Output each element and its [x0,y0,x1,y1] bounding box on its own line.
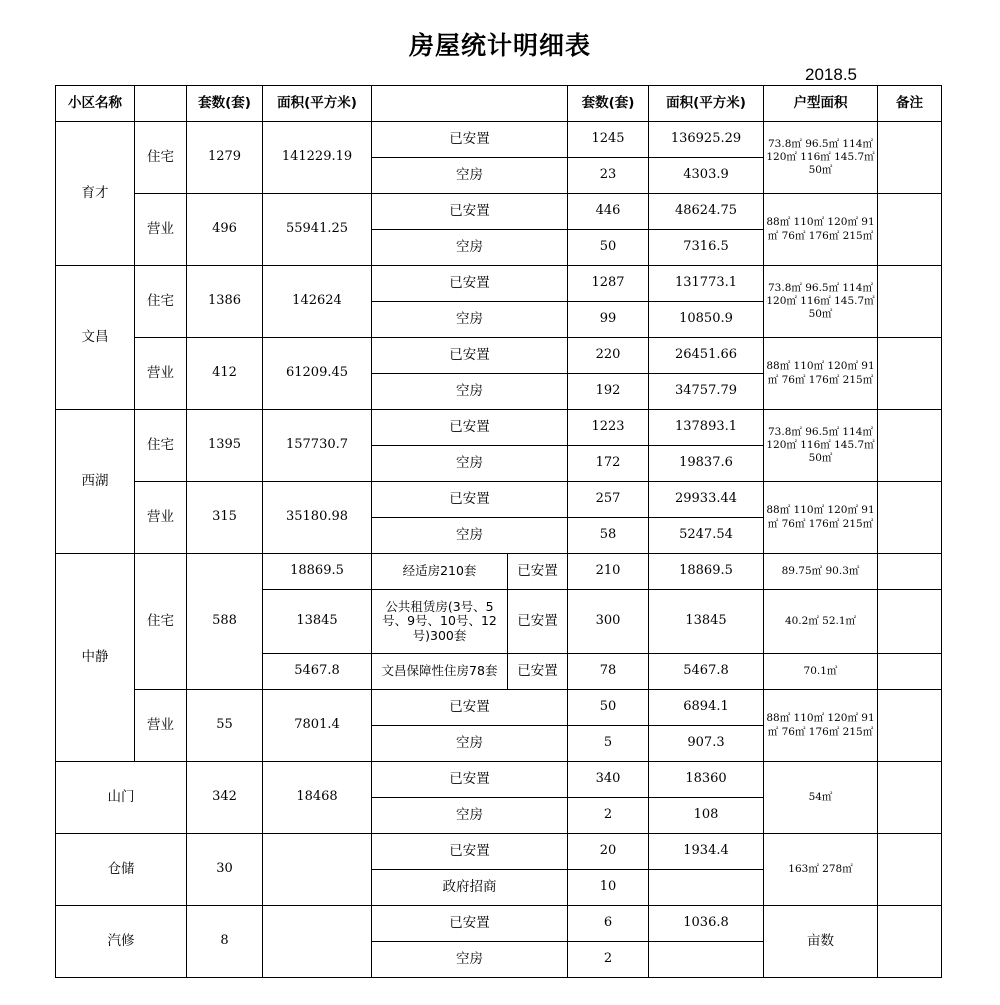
remark-cell [878,834,942,906]
total-sets: 1386 [187,266,263,338]
unit-areas: 88㎡ 110㎡ 120㎡ 91㎡ 76㎡ 176㎡ 215㎡ [764,194,878,266]
remark-cell [878,410,942,482]
total-sets: 315 [187,482,263,554]
status-area: 1036.8 [649,906,764,942]
total-area: 18468 [263,762,372,834]
table-row [56,762,942,798]
status-sets: 50 [568,230,649,266]
status-sets: 6 [568,906,649,942]
total-area: 13845 [263,590,372,654]
total-area: 18869.5 [263,554,372,590]
table-row [56,690,942,726]
header-remark: 备注 [878,86,942,122]
status-area: 5467.8 [649,654,764,690]
total-sets: 588 [187,554,263,690]
status-area [649,870,764,906]
total-sets: 496 [187,194,263,266]
status-area: 13845 [649,590,764,654]
status-area: 1934.4 [649,834,764,870]
status-label: 空房 [372,942,568,978]
unit-areas: 88㎡ 110㎡ 120㎡ 91㎡ 76㎡ 176㎡ 215㎡ [764,690,878,762]
housing-type: 经适房210套 [372,554,508,590]
status-label: 已安置 [372,690,568,726]
community-name: 文昌 [56,266,135,410]
category-label: 营业 [135,690,187,762]
community-name: 中静 [56,554,135,762]
unit-areas: 163㎡ 278㎡ [764,834,878,906]
category-label: 住宅 [135,122,187,194]
status-sets: 1245 [568,122,649,158]
unit-areas: 73.8㎡ 96.5㎡ 114㎡ 120㎡ 116㎡ 145.7㎡ 50㎡ [764,410,878,482]
header-blank-status [372,86,568,122]
status-label: 空房 [372,726,568,762]
category-label: 住宅 [135,410,187,482]
status-area: 907.3 [649,726,764,762]
remark-cell [878,690,942,762]
total-area: 157730.7 [263,410,372,482]
table-row [56,338,942,374]
status-label: 已安置 [372,834,568,870]
status-sets: 78 [568,654,649,690]
unit-areas: 88㎡ 110㎡ 120㎡ 91㎡ 76㎡ 176㎡ 215㎡ [764,482,878,554]
total-area: 55941.25 [263,194,372,266]
table-row [56,554,942,590]
status-label: 空房 [372,446,568,482]
status-label: 空房 [372,302,568,338]
total-area [263,906,372,978]
status-area [649,942,764,978]
remark-cell [878,590,942,654]
status-label: 空房 [372,230,568,266]
housing-type: 文昌保障性住房78套 [372,654,508,690]
status-label: 已安置 [508,554,568,590]
status-area: 5247.54 [649,518,764,554]
status-area: 108 [649,798,764,834]
status-sets: 58 [568,518,649,554]
header-area: 面积(平方米) [263,86,372,122]
status-area: 18360 [649,762,764,798]
status-area: 29933.44 [649,482,764,518]
total-area: 7801.4 [263,690,372,762]
table-row [56,122,942,158]
remark-cell [878,266,942,338]
header-sets-2: 套数(套) [568,86,649,122]
table-row [56,834,942,870]
community-name: 西湖 [56,410,135,554]
category-label: 营业 [135,194,187,266]
total-area [263,834,372,906]
total-sets: 8 [187,906,263,978]
header-community: 小区名称 [56,86,135,122]
status-label: 已安置 [372,194,568,230]
table-row [56,194,942,230]
status-label: 空房 [372,158,568,194]
status-label: 已安置 [372,410,568,446]
unit-areas: 88㎡ 110㎡ 120㎡ 91㎡ 76㎡ 176㎡ 215㎡ [764,338,878,410]
unit-areas: 54㎡ [764,762,878,834]
total-area: 141229.19 [263,122,372,194]
total-area: 61209.45 [263,338,372,410]
status-label: 已安置 [508,654,568,690]
remark-cell [878,482,942,554]
status-sets: 5 [568,726,649,762]
total-sets: 1395 [187,410,263,482]
category-label: 营业 [135,338,187,410]
community-name: 育才 [56,122,135,266]
total-sets: 30 [187,834,263,906]
status-area: 7316.5 [649,230,764,266]
remark-cell [878,194,942,266]
remark-cell [878,762,942,834]
status-area: 34757.79 [649,374,764,410]
status-sets: 2 [568,798,649,834]
total-area: 5467.8 [263,654,372,690]
status-label: 空房 [372,374,568,410]
community-name: 山门 [56,762,187,834]
status-sets: 10 [568,870,649,906]
status-sets: 172 [568,446,649,482]
status-sets: 2 [568,942,649,978]
status-label: 已安置 [372,122,568,158]
housing-statistics-table [55,85,942,978]
status-sets: 1223 [568,410,649,446]
status-area: 26451.66 [649,338,764,374]
unit-areas: 89.75㎡ 90.3㎡ [764,554,878,590]
total-area: 35180.98 [263,482,372,554]
header-sets: 套数(套) [187,86,263,122]
table-row [56,266,942,302]
status-sets: 99 [568,302,649,338]
remark-cell [878,338,942,410]
category-label: 住宅 [135,554,187,690]
header-area-2: 面积(平方米) [649,86,764,122]
status-label: 空房 [372,518,568,554]
unit-areas: 40.2㎡ 52.1㎡ [764,590,878,654]
status-sets: 210 [568,554,649,590]
page-title: 房屋统计明细表 [408,31,591,60]
status-area: 48624.75 [649,194,764,230]
status-area: 136925.29 [649,122,764,158]
status-area: 6894.1 [649,690,764,726]
status-sets: 50 [568,690,649,726]
report-date: 2018.5 [805,65,857,84]
status-area: 18869.5 [649,554,764,590]
remark-cell [878,122,942,194]
community-name: 汽修 [56,906,187,978]
status-sets: 1287 [568,266,649,302]
status-label: 政府招商 [372,870,568,906]
status-sets: 446 [568,194,649,230]
status-sets: 257 [568,482,649,518]
header-blank [135,86,187,122]
total-sets: 412 [187,338,263,410]
status-sets: 340 [568,762,649,798]
unit-areas: 70.1㎡ [764,654,878,690]
category-label: 住宅 [135,266,187,338]
remark-cell [878,554,942,590]
table-row [56,482,942,518]
unit-areas: 亩数 [764,906,878,978]
community-name: 仓储 [56,834,187,906]
status-sets: 20 [568,834,649,870]
total-sets: 342 [187,762,263,834]
housing-type: 公共租赁房(3号、5号、9号、10号、12号)300套 [372,590,508,654]
table-row [56,906,942,942]
status-area: 131773.1 [649,266,764,302]
status-sets: 300 [568,590,649,654]
status-area: 19837.6 [649,446,764,482]
remark-cell [878,654,942,690]
status-sets: 23 [568,158,649,194]
total-area: 142624 [263,266,372,338]
status-label: 已安置 [372,906,568,942]
status-label: 已安置 [372,266,568,302]
header-unit-type: 户型面积 [764,86,878,122]
status-label: 已安置 [372,338,568,374]
status-sets: 192 [568,374,649,410]
status-label: 已安置 [372,482,568,518]
total-sets: 1279 [187,122,263,194]
status-area: 4303.9 [649,158,764,194]
status-label: 已安置 [508,590,568,654]
unit-areas: 73.8㎡ 96.5㎡ 114㎡ 120㎡ 116㎡ 145.7㎡ 50㎡ [764,266,878,338]
remark-cell [878,906,942,978]
category-label: 营业 [135,482,187,554]
status-sets: 220 [568,338,649,374]
unit-areas: 73.8㎡ 96.5㎡ 114㎡ 120㎡ 116㎡ 145.7㎡ 50㎡ [764,122,878,194]
status-area: 137893.1 [649,410,764,446]
header-row [56,86,942,122]
status-area: 10850.9 [649,302,764,338]
table-row [56,410,942,446]
status-label: 已安置 [372,762,568,798]
status-label: 空房 [372,798,568,834]
total-sets: 55 [187,690,263,762]
